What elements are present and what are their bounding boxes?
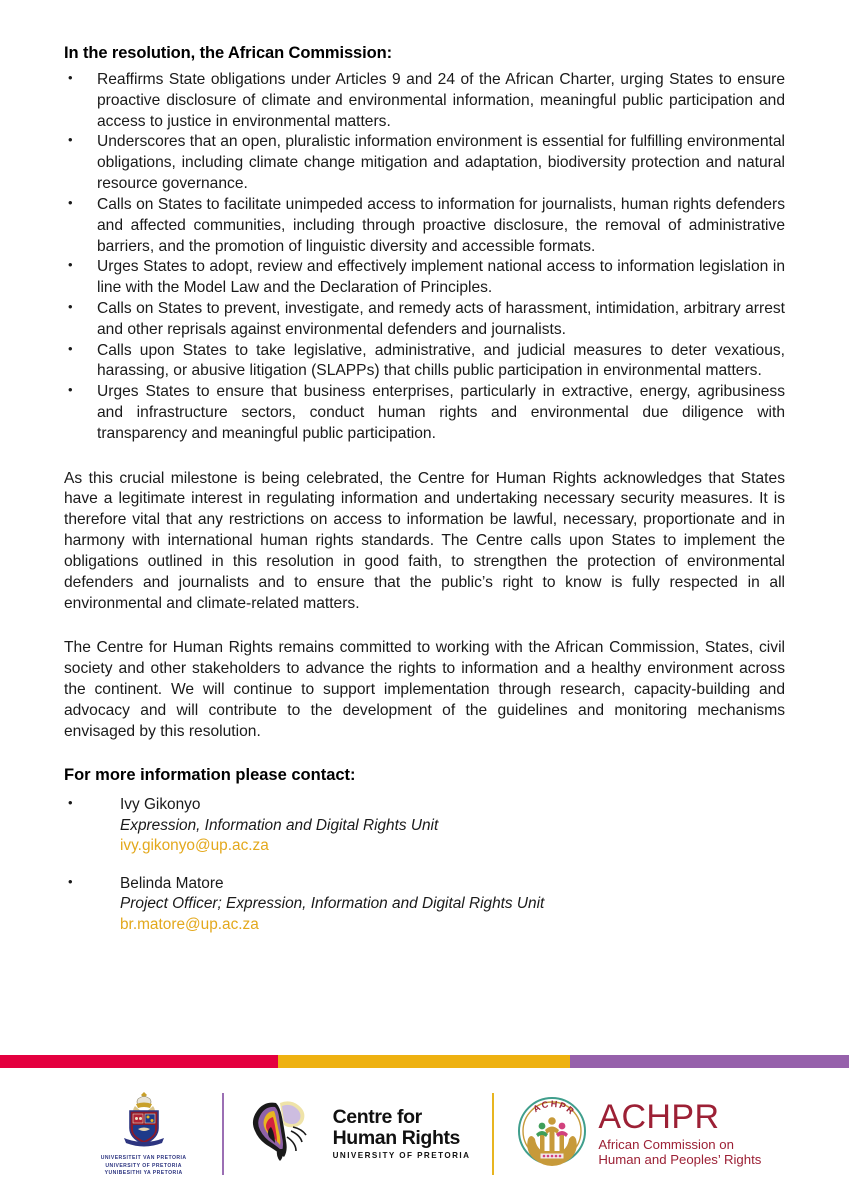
list-item: • Reaffirms State obligations under Articles 9 and 24 of the African Charter, urging States to ensure proactive disclosure of climate and environmental information, meaningful public participation and access to justice in environmental matters. bbox=[64, 70, 785, 132]
list-item: • Calls on States to facilitate unimpeded access to information for journalists, human rights defenders and affected communities, including through proactive disclosure, the removal of administrative barriers, and the promotion of linguistic diversity and accessible formats. bbox=[64, 195, 785, 257]
achpr-logo bbox=[516, 1093, 761, 1174]
up-logo-text bbox=[101, 1155, 187, 1179]
section-heading: In the resolution, the African Commission: bbox=[64, 44, 392, 62]
list-item: • Calls on States to prevent, investigate, and remedy acts of harassment, intimidation, arbitrary arrest and other reprisals against environmental defenders and journalists. bbox=[64, 299, 785, 341]
footer-logo-strip bbox=[0, 1068, 849, 1200]
spacer bbox=[64, 445, 785, 469]
achpr-subtitle-line-1: African Commission on bbox=[598, 1136, 734, 1152]
spacer bbox=[64, 614, 785, 638]
list-item bbox=[64, 874, 785, 935]
chr-logo-line-1: Centre for bbox=[332, 1106, 422, 1129]
list-item: • Urges States to adopt, review and effectively implement national access to information legislation in line with the Model Law and the Declaration of Principles. bbox=[64, 257, 785, 299]
up-logo-line-nso: YUNIBESITHI YA PRETORIA bbox=[104, 1170, 183, 1177]
contact-list bbox=[64, 795, 785, 935]
up-logo-line-af: UNIVERSITEIT VAN PRETORIA bbox=[100, 1154, 187, 1161]
list-item: • Calls upon States to take legislative, administrative, and judicial measures to deter vexatious, harassing, or abusive litigation (SLAPPs) that chills public participation in environmental matters. bbox=[64, 341, 785, 383]
chr-butterfly-africa-icon bbox=[246, 1097, 324, 1170]
brand-color-bar bbox=[0, 1055, 849, 1068]
centre-for-human-rights-logo bbox=[246, 1097, 471, 1170]
contact-role: Expression, Information and Digital Rights Unit bbox=[120, 816, 439, 834]
resolution-bullet-list bbox=[64, 70, 785, 445]
achpr-acronym: ACHPR bbox=[598, 1097, 720, 1136]
color-bar-red-segment bbox=[0, 1055, 278, 1068]
spacer bbox=[64, 742, 785, 766]
contact-email-link[interactable]: ivy.gikonyo@up.ac.za bbox=[120, 837, 269, 855]
contact-role: Project Officer; Expression, Information and Digital Rights Unit bbox=[120, 895, 545, 913]
achpr-emblem-icon bbox=[516, 1093, 588, 1174]
list-item: • Urges States to ensure that business enterprises, particularly in extractive, energy, agribusiness and infrastructure sectors, conduct human rights and environmental due diligence with transparency and meaningful public participation. bbox=[64, 382, 785, 444]
paragraph-milestone: As this crucial milestone is being celebrated, the Centre for Human Rights acknowledges that States have a legitimate interest in regulating information and undertaking necessary security measures. It is therefore vital that any restrictions on access to information be lawful, necessary, proportionate and in harmony with international human rights standards. The Centre calls upon States to implement the obligations outlined in this resolution in good faith, to strengthen the protection of environmental defenders and journalists and to ensure that the public’s right to know is fully respected in all environmental and climate-related matters. bbox=[64, 469, 785, 612]
svg-text:ACHPR: ACHPR bbox=[531, 1099, 578, 1118]
footer-logos bbox=[88, 1090, 762, 1179]
paragraph-commitment: The Centre for Human Rights remains committed to working with the African Commission, States, civil society and other stakeholders to advance the rights to information and a healthy environment across the continent. We will continue to support implementation through research, capacity-building and advocacy and will contribute to the development of the guidelines and monitoring mechanisms envisaged by this resolution. bbox=[64, 639, 785, 740]
color-bar-purple-segment bbox=[570, 1055, 849, 1068]
list-item: • Underscores that an open, pluralistic information environment is essential for fulfilling environmental obligations, including climate change mitigation and adaptation, biodiversity protection and natural resource governance. bbox=[64, 132, 785, 194]
list-item bbox=[64, 795, 785, 856]
footer-divider-purple bbox=[222, 1093, 224, 1175]
achpr-subtitle-line-2: Human and Peoples’ Rights bbox=[598, 1152, 762, 1168]
contact-name: • Ivy Gikonyo bbox=[120, 796, 201, 814]
contact-name: • Belinda Matore bbox=[120, 874, 224, 892]
up-logo-line-en: UNIVERSITY OF PRETORIA bbox=[105, 1162, 182, 1169]
contact-email-link[interactable]: br.matore@up.ac.za bbox=[120, 915, 259, 933]
chr-logo-text bbox=[333, 1107, 471, 1160]
contact-heading: For more information please contact: bbox=[64, 766, 356, 785]
footer-divider-yellow bbox=[492, 1093, 494, 1175]
color-bar-yellow-segment bbox=[278, 1055, 570, 1068]
chr-logo-line-3: UNIVERSITY OF PRETORIA bbox=[332, 1151, 471, 1161]
achpr-logo-text bbox=[598, 1097, 762, 1169]
chr-logo-line-2: Human Rights bbox=[332, 1127, 460, 1150]
up-crest-icon bbox=[116, 1090, 172, 1150]
university-of-pretoria-logo bbox=[88, 1090, 200, 1179]
